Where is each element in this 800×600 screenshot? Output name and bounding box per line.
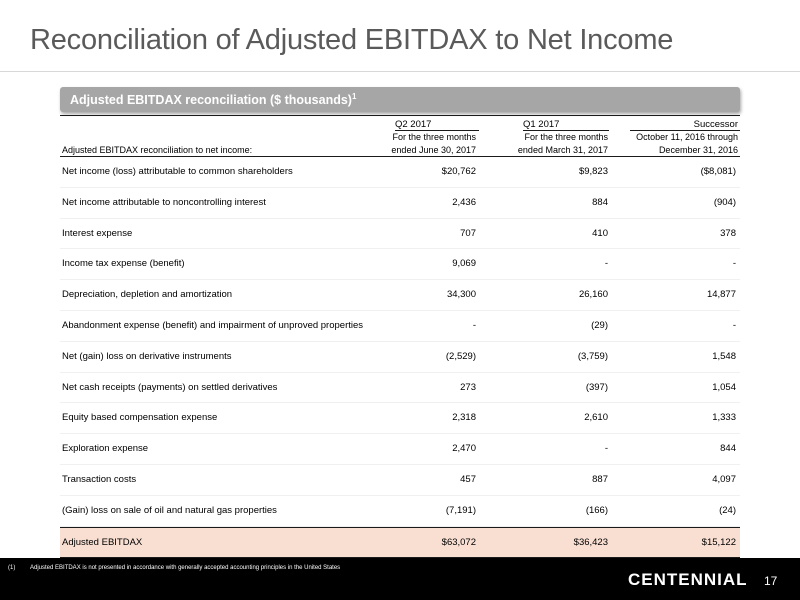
row-value-q2: (2,529) — [445, 350, 476, 362]
row-value-q2: 2,436 — [452, 196, 476, 208]
row-value-successor: 14,877 — [706, 289, 736, 301]
row-value-q2: (7,191) — [445, 504, 476, 516]
section-banner — [60, 87, 740, 112]
row-value-successor: ($8,081) — [700, 166, 736, 177]
row-value-q1: 887 — [592, 473, 608, 485]
col-q1-line1: For the three months — [524, 132, 608, 142]
row-value-q2: - — [472, 319, 476, 331]
row-label: Net income (loss) attributable to common shareholders — [62, 166, 293, 177]
row-value-q1: $9,823 — [578, 166, 608, 177]
table-row — [60, 342, 740, 373]
col-q2-line2: ended June 30, 2017 — [391, 145, 476, 155]
row-value-q2: $20,762 — [441, 166, 476, 177]
row-value-q1: - — [604, 443, 608, 455]
row-value-successor: 1,333 — [712, 412, 736, 424]
row-value-q1: 2,610 — [584, 412, 608, 424]
total-value-q1: $36,423 — [573, 536, 608, 548]
row-value-q1: 884 — [592, 196, 608, 208]
row-value-q1: 410 — [592, 227, 608, 239]
page-number: 17 — [764, 574, 778, 588]
row-value-q2: 707 — [460, 227, 476, 239]
page-title: Reconciliation of Adjusted EBITDAX to Net Income — [30, 24, 674, 56]
row-label: Exploration expense — [62, 443, 149, 455]
row-value-successor: 1,054 — [712, 381, 736, 393]
row-value-q2: 34,300 — [446, 289, 476, 301]
table-row — [60, 496, 740, 527]
row-value-successor: (24) — [719, 504, 736, 516]
row-value-successor: 844 — [720, 443, 736, 455]
col-successor-line1: October 11, 2016 through — [636, 132, 738, 142]
total-label: Adjusted EBITDAX — [62, 536, 143, 548]
row-label: Abandonment expense (benefit) and impairment of unproved properties — [62, 319, 364, 331]
row-value-q1: (166) — [585, 504, 608, 516]
col-period-successor: Successor — [693, 119, 738, 130]
row-label: Income tax expense (benefit) — [62, 258, 185, 270]
table-row — [60, 465, 740, 496]
col-underline-q2 — [395, 130, 479, 131]
row-value-q2: 2,470 — [452, 443, 476, 455]
table-row — [60, 280, 740, 311]
col-successor-line2: December 31, 2016 — [658, 145, 738, 155]
table-row — [60, 219, 740, 250]
total-value-q2: $63,072 — [441, 536, 476, 548]
company-logo: CENTENNIAL — [628, 570, 748, 589]
footnote-text: Adjusted EBITDAX is not presented in accordance with generally accepted accounting principles in the United States — [30, 565, 341, 571]
row-value-q2: 2,318 — [452, 412, 476, 424]
row-value-q2: 9,069 — [452, 258, 476, 270]
row-header-label: Adjusted EBITDAX reconciliation to net income: — [62, 145, 253, 155]
total-row — [60, 527, 740, 559]
table-header — [60, 115, 740, 156]
row-label: Transaction costs — [62, 473, 137, 485]
col-period-q2: Q2 2017 — [395, 119, 432, 130]
row-value-q1: (397) — [585, 381, 608, 393]
row-label: Net cash receipts (payments) on settled derivatives — [62, 381, 278, 393]
row-value-successor: 4,097 — [712, 473, 736, 485]
banner-footnote-marker: 1 — [351, 92, 357, 101]
table-body — [60, 157, 740, 527]
table-row — [60, 249, 740, 280]
col-underline-q1 — [523, 130, 609, 131]
row-label: Equity based compensation expense — [62, 412, 218, 424]
col-q2-line1: For the three months — [392, 132, 476, 142]
row-value-successor: 378 — [720, 227, 736, 239]
table-row — [60, 434, 740, 465]
row-value-q1: 26,160 — [578, 289, 608, 301]
col-q1-line2: ended March 31, 2017 — [517, 145, 608, 155]
table-row — [60, 403, 740, 434]
row-value-successor: (904) — [713, 196, 736, 208]
footer-bar — [0, 558, 800, 600]
banner-label: Adjusted EBITDAX reconciliation ($ thousands) — [70, 93, 352, 108]
row-label: Net (gain) loss on derivative instruments — [62, 350, 232, 362]
row-value-successor: - — [732, 319, 736, 331]
row-value-q1: (29) — [591, 319, 608, 331]
total-value-successor: $15,122 — [701, 536, 736, 548]
row-value-q2: 457 — [460, 473, 476, 485]
row-value-q1: - — [604, 258, 608, 270]
col-period-q1: Q1 2017 — [523, 119, 560, 130]
row-value-q1: (3,759) — [577, 350, 608, 362]
row-value-q2: 273 — [460, 381, 476, 393]
row-value-successor: 1,548 — [712, 350, 736, 362]
table-row — [60, 373, 740, 404]
table-row — [60, 311, 740, 342]
row-label: Depreciation, depletion and amortization — [62, 289, 233, 301]
row-value-successor: - — [732, 258, 736, 270]
reconciliation-table — [60, 115, 740, 558]
footnote-number: (1) — [8, 565, 16, 571]
table-row — [60, 188, 740, 219]
table-row — [60, 157, 740, 188]
col-underline-successor — [630, 130, 740, 131]
row-label: Interest expense — [62, 227, 133, 239]
title-divider — [0, 71, 800, 72]
row-label: Net income attributable to noncontrolling interest — [62, 196, 266, 208]
row-label: (Gain) loss on sale of oil and natural gas properties — [62, 504, 277, 516]
banner-title — [70, 92, 356, 107]
